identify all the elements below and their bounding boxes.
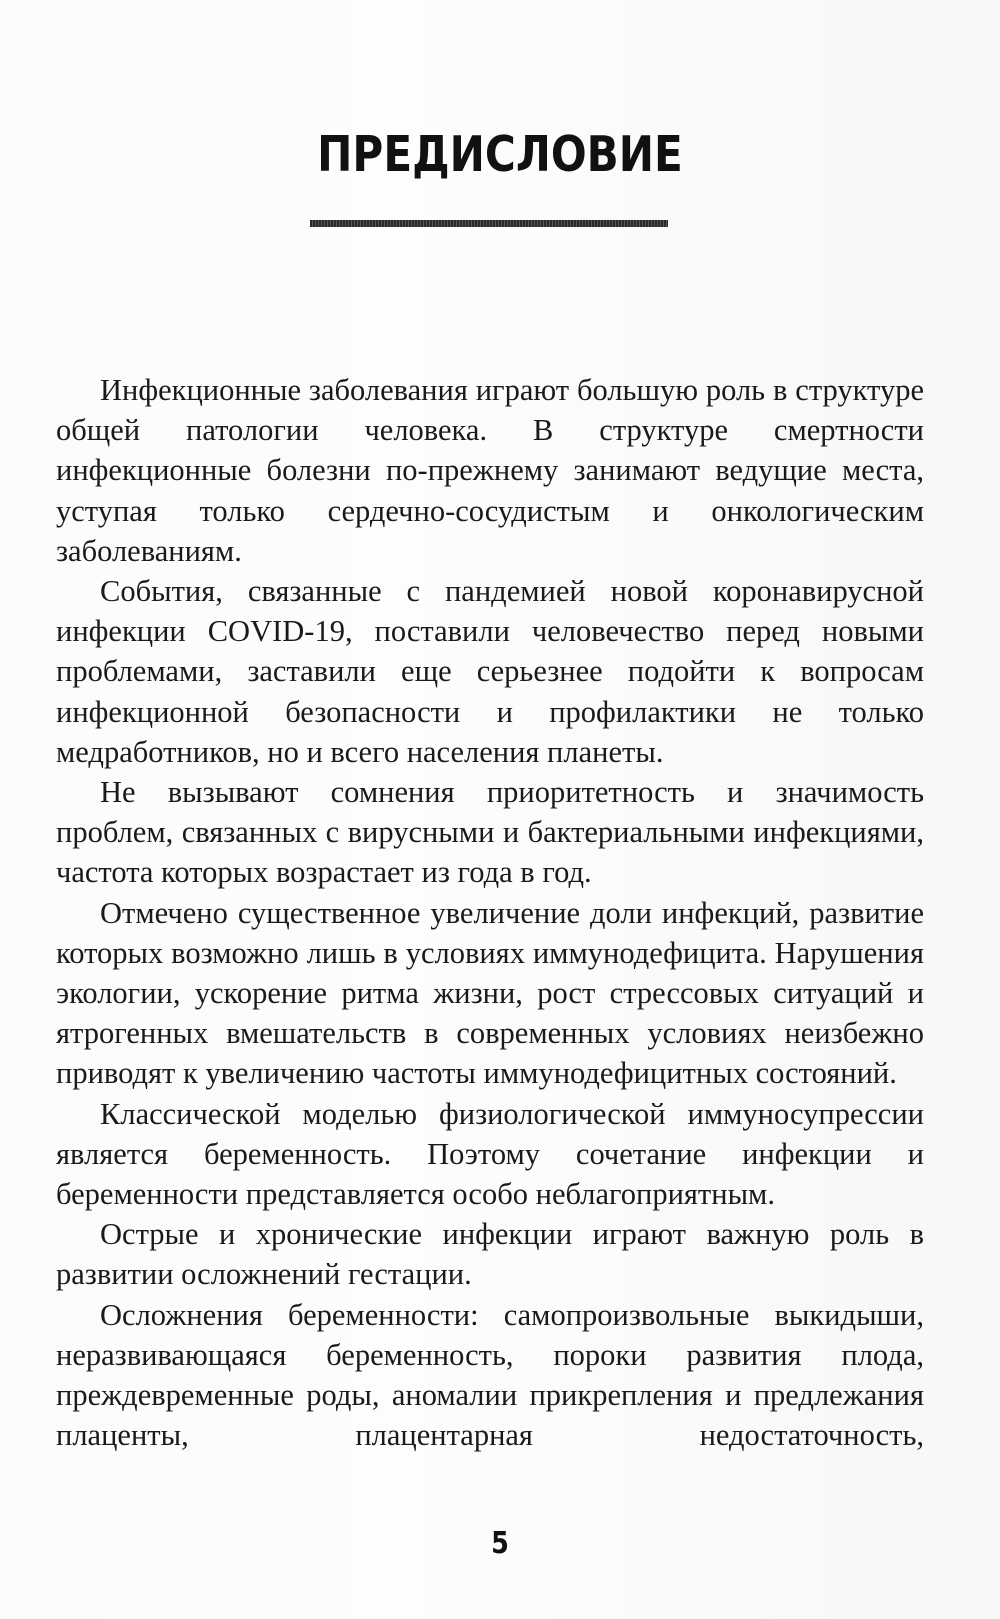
body-text [56,370,924,1455]
page-number: 5 [491,1526,509,1561]
paragraph: Классической моделью физиологической иммуносупрессии является беременность. Поэтому сочетание инфекции и беременности представляется особо неблагоприятным. [56,1096,924,1212]
paragraph: Инфекционные заболевания играют большую роль в структуре общей патологии человека. В структуре смертности инфекционные болезни по-прежнему занимают ведущие места, уступая только сердечно-сосудистым и онкологическим заболеваниям. [56,373,924,568]
chapter-title: ПРЕДИСЛОВИЕ [317,126,683,183]
paragraph: Не вызывают сомнения приоритетность и значимость проблем, связанных с вирусными и бактериальными инфекциями, частота которых возрастает из года в год. [56,775,924,890]
paragraph: Отмечено существенное увеличение доли инфекций, развитие которых возможно лишь в условиях иммунодефицита. Нарушения экологии, ускорение ритма жизни, рост стрессовых ситуаций и ятрогенных вмешательств в современных условиях неизбежно приводят к увеличению частоты иммунодефицитных состояний. [56,895,924,1091]
title-underline-divider [310,220,668,227]
paragraph: События, связанные с пандемией новой коронавирусной инфекции COVID-19, поставили человечество перед новыми проблемами, заставили еще серьезнее подойти к вопросам инфекционной безопасности и профилактики не только медработников, но и всего населения планеты. [56,574,924,769]
paragraph: Острые и хронические инфекции играют важную роль в развитии осложнений гестации. [56,1217,924,1292]
paragraph: Осложнения беременности: самопроизвольные выкидыши, неразвивающаяся беременность, пороки развития плода, преждевременные роды, аномалии прикрепления и предлежания плаценты, плацентарная недостаточность, [56,1297,924,1453]
